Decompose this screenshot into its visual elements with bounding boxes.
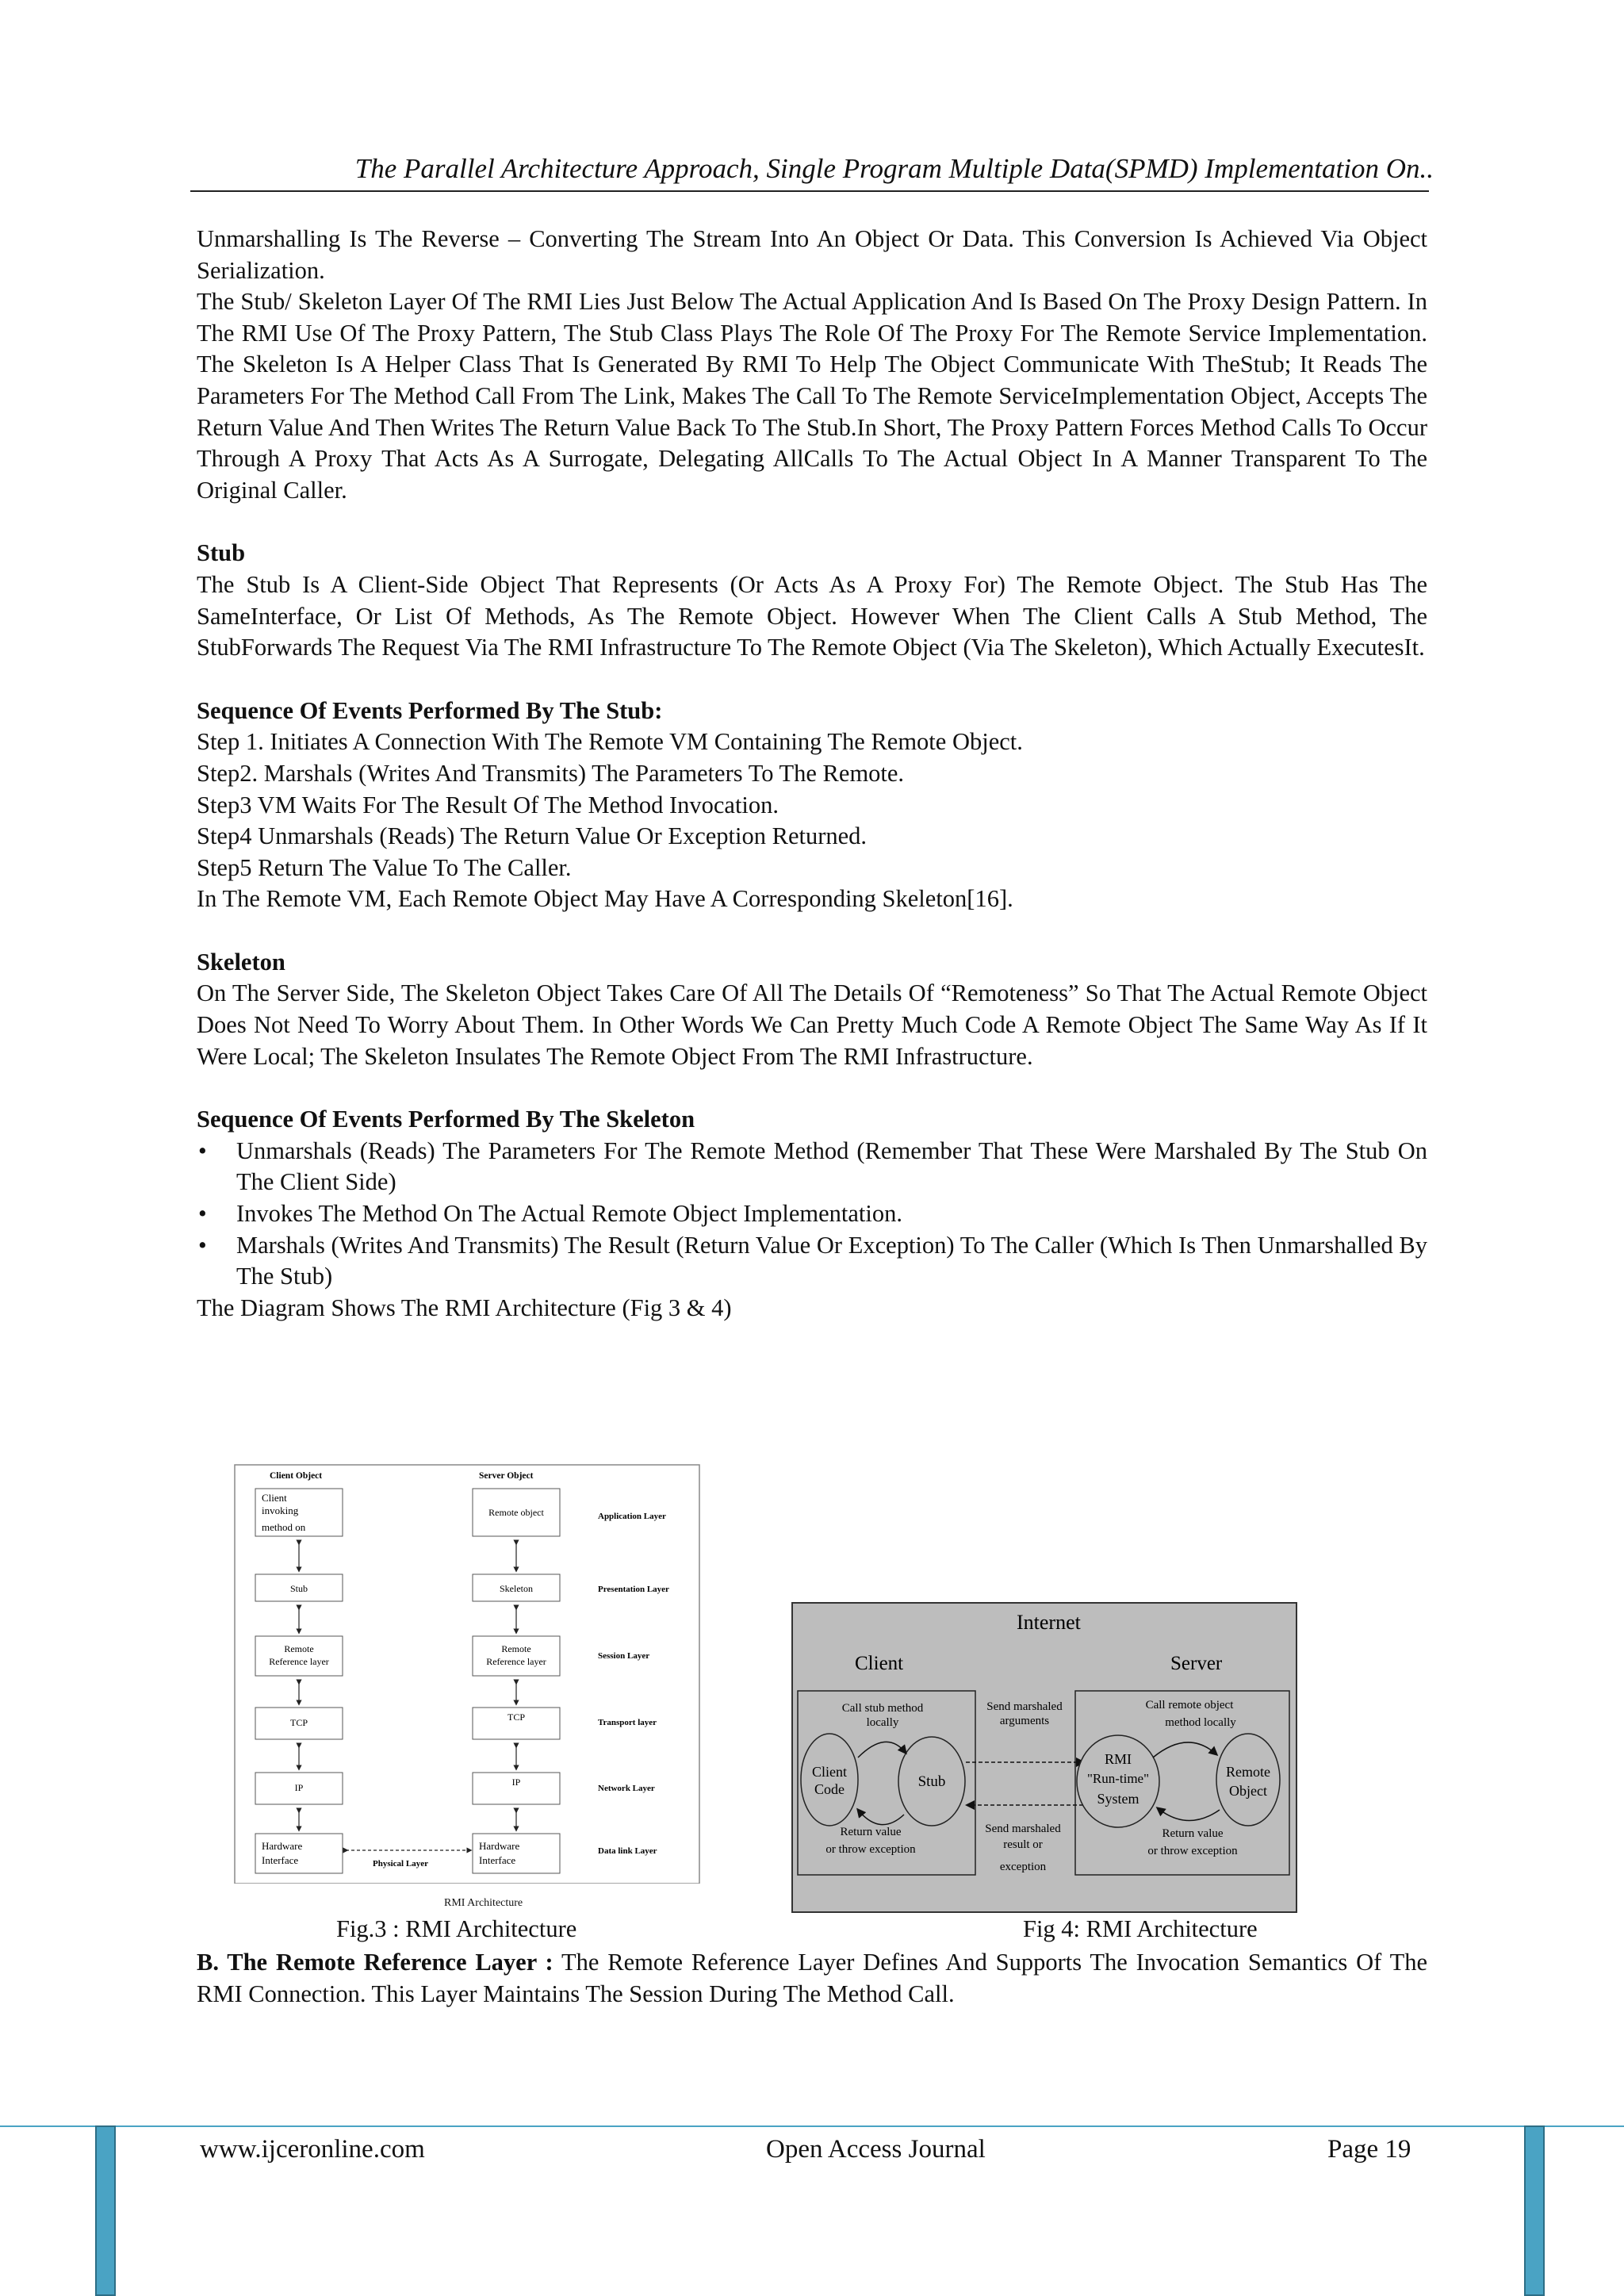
fig3-box-text: Remote bbox=[284, 1643, 314, 1654]
fig4-call-remote: Call remote object bbox=[1145, 1699, 1234, 1711]
fig3-box-text: Interface bbox=[262, 1854, 299, 1866]
list-item: • Invokes The Method On The Actual Remote Object Implementation. bbox=[197, 1198, 1427, 1230]
heading-stub: Stub bbox=[197, 539, 246, 567]
section-b-text: The Remote Reference Layer Defines And Supports The Invocation Semantics Of The RMI Connection. This Layer Maintains The Session During The Method Call. bbox=[197, 1949, 1427, 2007]
fig4-send-result: result or bbox=[1003, 1838, 1043, 1851]
skeleton-bullet-list bbox=[197, 1136, 1427, 1293]
fig4-rmi-system: System bbox=[1097, 1791, 1139, 1807]
fig4-call-remote: method locally bbox=[1165, 1716, 1236, 1729]
fig3-client-header: Client Object bbox=[270, 1471, 323, 1481]
diagram-intro: The Diagram Shows The RMI Architecture (Fig 3 & 4) bbox=[197, 1294, 732, 1321]
fig4-send-result: exception bbox=[999, 1861, 1047, 1873]
fig3-server-header: Server Object bbox=[479, 1471, 534, 1481]
fig4-return-client: Return value bbox=[840, 1826, 902, 1838]
paragraph-stub: The Stub Is A Client-Side Object That Represents (Or Acts As A Proxy For) The Remote Object. The Stub Has The SameInterface, Or List Of Methods, As The Remote Object. However When The Client Calls A Stub Method, The StubForwards The Request Via The RMI Infrastructure To The Remote Object (Via The Skeleton), Which Actually ExecutesIt. bbox=[197, 570, 1427, 661]
fig4-return-client: or throw exception bbox=[825, 1843, 916, 1856]
fig4-server-label: Server bbox=[1170, 1653, 1223, 1674]
fig4-send-result: Send marshaled bbox=[985, 1823, 1061, 1835]
fig4-remote-object: Remote bbox=[1226, 1764, 1270, 1780]
fig4-client-code: Code bbox=[814, 1781, 845, 1797]
fig4-return-server: Return value bbox=[1162, 1827, 1224, 1840]
footer-left-bar bbox=[95, 2125, 116, 2296]
figure-3-diagram bbox=[233, 1463, 701, 1884]
fig4-return-server: or throw exception bbox=[1147, 1845, 1238, 1857]
fig3-box-text: Remote object bbox=[488, 1507, 544, 1518]
heading-skeleton-sequence: Sequence Of Events Performed By The Skeleton bbox=[197, 1106, 695, 1133]
fig3-caption: Fig.3 : RMI Architecture bbox=[336, 1915, 577, 1942]
fig4-remote-object: Object bbox=[1229, 1783, 1267, 1799]
fig3-box-text: IP bbox=[511, 1777, 521, 1788]
footer-right-bar bbox=[1524, 2125, 1545, 2296]
fig4-call-stub: Call stub method bbox=[841, 1702, 924, 1715]
fig3-layer-label: Data link Layer bbox=[598, 1846, 657, 1856]
fig3-layer-label: Application Layer bbox=[598, 1512, 666, 1521]
fig3-box-text: Reference layer bbox=[269, 1656, 329, 1667]
section-b-label: B. The Remote Reference Layer : bbox=[197, 1949, 553, 1976]
fig4-client-code-node bbox=[801, 1734, 858, 1826]
fig3-layer-label: Presentation Layer bbox=[598, 1585, 669, 1594]
fig4-rmi-system: "Run-time" bbox=[1086, 1771, 1150, 1786]
running-header: The Parallel Architecture Approach, Single Program Multiple Data(SPMD) Implementation On.. bbox=[354, 153, 1434, 184]
fig3-box-text: Remote bbox=[501, 1643, 531, 1654]
fig3-box-text: IP bbox=[294, 1782, 304, 1793]
stub-step-1: Step 1. Initiates A Connection With The Remote VM Containing The Remote Object. bbox=[197, 728, 1023, 756]
paragraph-stub-skeleton-layer: The Stub/ Skeleton Layer Of The RMI Lies Just Below The Actual Application And Is Based On The Proxy Design Pattern. In The RMI Use Of The Proxy Pattern, The Stub Class Plays The Role Of The Proxy For The Remote Service Implementation. The Skeleton Is A Helper Class That Is Generated By RMI To Help The Object Communicate With TheStub; It Reads The Parameters For The Method Call From The Link, Makes The Call To The Remote ServiceImplementation Object, Accepts The Return Value And Then Writes The Return Value Back To The Stub.In Short, The Proxy Pattern Forces Method Calls To Occur Through A Proxy That Acts As A Surrogate, Delegating AllCalls To The Actual Object In A Manner Transparent To The Original Caller. bbox=[197, 288, 1427, 504]
fig4-call-stub: locally bbox=[866, 1716, 899, 1729]
paragraph-unmarshalling: Unmarshalling Is The Reverse – Converting The Stream Into An Object Or Data. This Conversion Is Achieved Via Object Serialization. bbox=[197, 225, 1427, 284]
footer-website: www.ijceronline.com bbox=[200, 2135, 425, 2164]
fig3-physical-label: Physical Layer bbox=[373, 1859, 428, 1869]
header-rule bbox=[190, 190, 1429, 192]
fig3-box-text: Hardware bbox=[479, 1840, 520, 1852]
section-b-paragraph bbox=[197, 1947, 1427, 2010]
paragraph-skeleton: On The Server Side, The Skeleton Object Takes Care Of All The Details Of “Remoteness” So That The Actual Remote Object Does Not Need To Worry About Them. In Other Words We Can Pretty Much Code A Remote Object The Same Way As If It Were Local; The Skeleton Insulates The Remote Object From The RMI Infrastructure. bbox=[197, 979, 1427, 1070]
list-item: • Unmarshals (Reads) The Parameters For The Remote Method (Remember That These Were Marshaled By The Stub On The Client Side) bbox=[197, 1136, 1427, 1198]
fig4-client-label: Client bbox=[855, 1653, 904, 1674]
fig4-caption: Fig 4: RMI Architecture bbox=[1023, 1915, 1258, 1942]
fig3-layer-label: Transport layer bbox=[598, 1718, 657, 1727]
fig3-box-text: Skeleton bbox=[500, 1583, 533, 1594]
footer-rule bbox=[0, 2125, 1624, 2127]
fig3-sub-caption: RMI Architecture bbox=[444, 1897, 523, 1909]
fig3-box-text: TCP bbox=[507, 1711, 526, 1723]
fig4-stub: Stub bbox=[917, 1773, 946, 1790]
list-item: • Marshals (Writes And Transmits) The Result (Return Value Or Exception) To The Caller (Which Is Then Unmarshalled By The Stub) bbox=[197, 1230, 1427, 1293]
main-text bbox=[197, 224, 1427, 1324]
fig3-box-text: TCP bbox=[289, 1717, 308, 1728]
fig4-rmi-system: RMI bbox=[1104, 1751, 1132, 1767]
fig3-client-box-text: method on bbox=[262, 1521, 306, 1533]
stub-remote-vm-note: In The Remote VM, Each Remote Object May Have A Corresponding Skeleton[16]. bbox=[197, 885, 1013, 913]
footer-journal: Open Access Journal bbox=[766, 2135, 986, 2164]
fig4-client-code: Client bbox=[812, 1764, 847, 1780]
fig4-title: Internet bbox=[1017, 1611, 1081, 1634]
fig3-client-box-text: Client bbox=[262, 1492, 287, 1504]
fig3-box-text: Hardware bbox=[262, 1840, 303, 1852]
stub-step-2: Step2. Marshals (Writes And Transmits) The Parameters To The Remote. bbox=[197, 759, 905, 787]
heading-stub-sequence: Sequence Of Events Performed By The Stub: bbox=[197, 696, 663, 724]
heading-skeleton: Skeleton bbox=[197, 948, 285, 976]
fig4-send-args: Send marshaled bbox=[986, 1700, 1063, 1713]
fig4-send-args: arguments bbox=[999, 1715, 1050, 1727]
fig4-remote-object-node bbox=[1216, 1734, 1280, 1826]
stub-step-3: Step3 VM Waits For The Result Of The Method Invocation. bbox=[197, 791, 779, 818]
stub-step-4: Step4 Unmarshals (Reads) The Return Value Or Exception Returned. bbox=[197, 822, 868, 850]
figure-4-diagram bbox=[791, 1602, 1297, 1913]
fig3-box-text: Reference layer bbox=[486, 1656, 546, 1667]
fig3-layer-label: Network Layer bbox=[598, 1784, 655, 1793]
stub-step-5: Step5 Return The Value To The Caller. bbox=[197, 853, 572, 881]
fig3-box-text: Interface bbox=[479, 1854, 516, 1866]
fig3-client-box-text: invoking bbox=[262, 1504, 299, 1516]
fig3-stub-text: Stub bbox=[289, 1583, 308, 1594]
fig3-layer-label: Session Layer bbox=[598, 1651, 650, 1661]
footer-page-number: Page 19 bbox=[1327, 2135, 1411, 2164]
